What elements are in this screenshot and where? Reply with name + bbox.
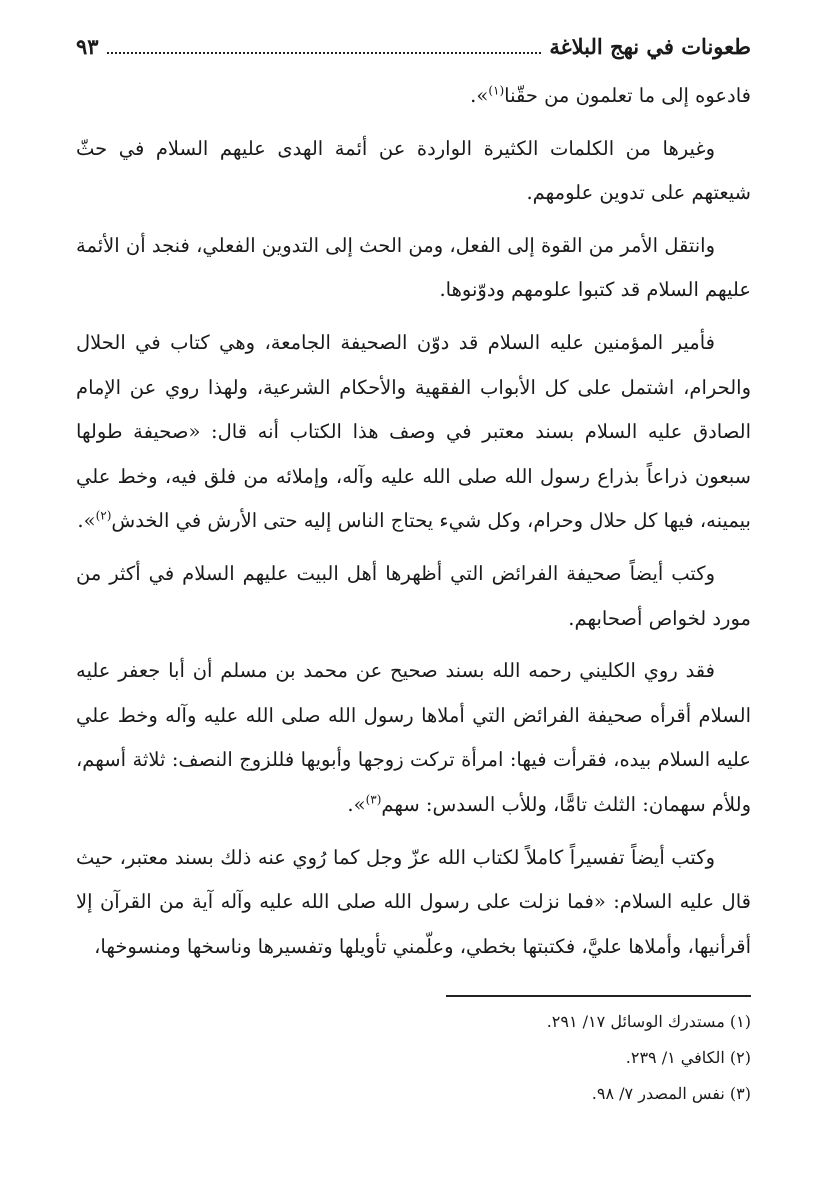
body-text: [76, 74, 751, 977]
footnotes: [76, 1004, 751, 1112]
paragraph: وغيرها من الكلمات الكثيرة الواردة عن أئمة الهدى عليهم السلام في حثّ شيعتهم على تدوين علومهم.: [76, 136, 751, 205]
page-header: [76, 26, 751, 66]
footnote-separator: [446, 995, 751, 997]
paragraph: فأمير المؤمنين عليه السلام قد دوّن الصحيفة الجامعة، وهي كتاب في الحلال والحرام، اشتمل على كل الأبواب الفقهية والأحكام الشرعية، ولهذا روي عن الإمام الصادق عليه السلام بسند معتبر في وصف هذا الكتاب أنه قال: «صحيفة طولها سبعون ذراعاً بذراع رسول الله صلى الله عليه وآله، وإملائه من فلق فيه، وخط علي بيمينه، فيها كل حلال وحرام، وكل شيء يحتاج الناس إليه حتى الأرش في الخدش$^{(٢)}$».: [76, 330, 752, 533]
header-dot-leader: [107, 38, 542, 54]
footnote: (١) مستدرك الوسائل ١٧/ ٢٩١.: [546, 1012, 751, 1031]
paragraph: فادعوه إلى ما تعلمون من حقّنا$^{(١)}$».: [470, 83, 751, 107]
paragraph: وكتب أيضاً تفسيراً كاملاً لكتاب الله عزّ وجل كما رُوي عنه ذلك بسند معتبر، حيث قال عليه السلام: «فما نزلت على رسول الله صلى الله عليه وآله آية من القرآن إلا أقرأنيها، وأملاها عليَّ، فكتبتها بخطي، وعلّمني تأويلها وتفسيرها وناسخها ومنسوخها،: [76, 845, 751, 958]
paragraph: وانتقل الأمر من القوة إلى الفعل، ومن الحث إلى التدوين الفعلي، فنجد أن الأئمة عليهم السلام قد كتبوا علومهم ودوّنوها.: [76, 233, 751, 302]
paragraph: وكتب أيضاً صحيفة الفرائض التي أظهرها أهل البيت عليهم السلام في أكثر من مورد لخواص أصحابهم.: [76, 561, 751, 630]
paragraph: فقد روي الكليني رحمه الله بسند صحيح عن محمد بن مسلم أن أبا جعفر عليه السلام أقرأه صحيفة الفرائض التي أملاها رسول الله صلى الله عليه وآله وخط علي عليه السلام بيده، فقرأت فيها: امرأة تركت زوجها وأبويها فللزوج النصف: ثلاثة أسهم، وللأم سهمان: الثلث تامًّا، وللأب السدس: سهم$^{(٣)}$».: [76, 659, 751, 816]
page-number: ٩٣: [76, 33, 99, 59]
running-title: طعونات في نهج البلاغة: [549, 33, 751, 59]
footnote: (٣) نفس المصدر ٧/ ٩٨.: [591, 1084, 751, 1103]
footnote: (٢) الكافي ١/ ٢٣٩.: [625, 1048, 751, 1067]
footnote-ref: (٢): [95, 508, 112, 523]
footnote-ref: (٣): [365, 792, 382, 807]
footnote-ref: (١): [488, 83, 505, 98]
